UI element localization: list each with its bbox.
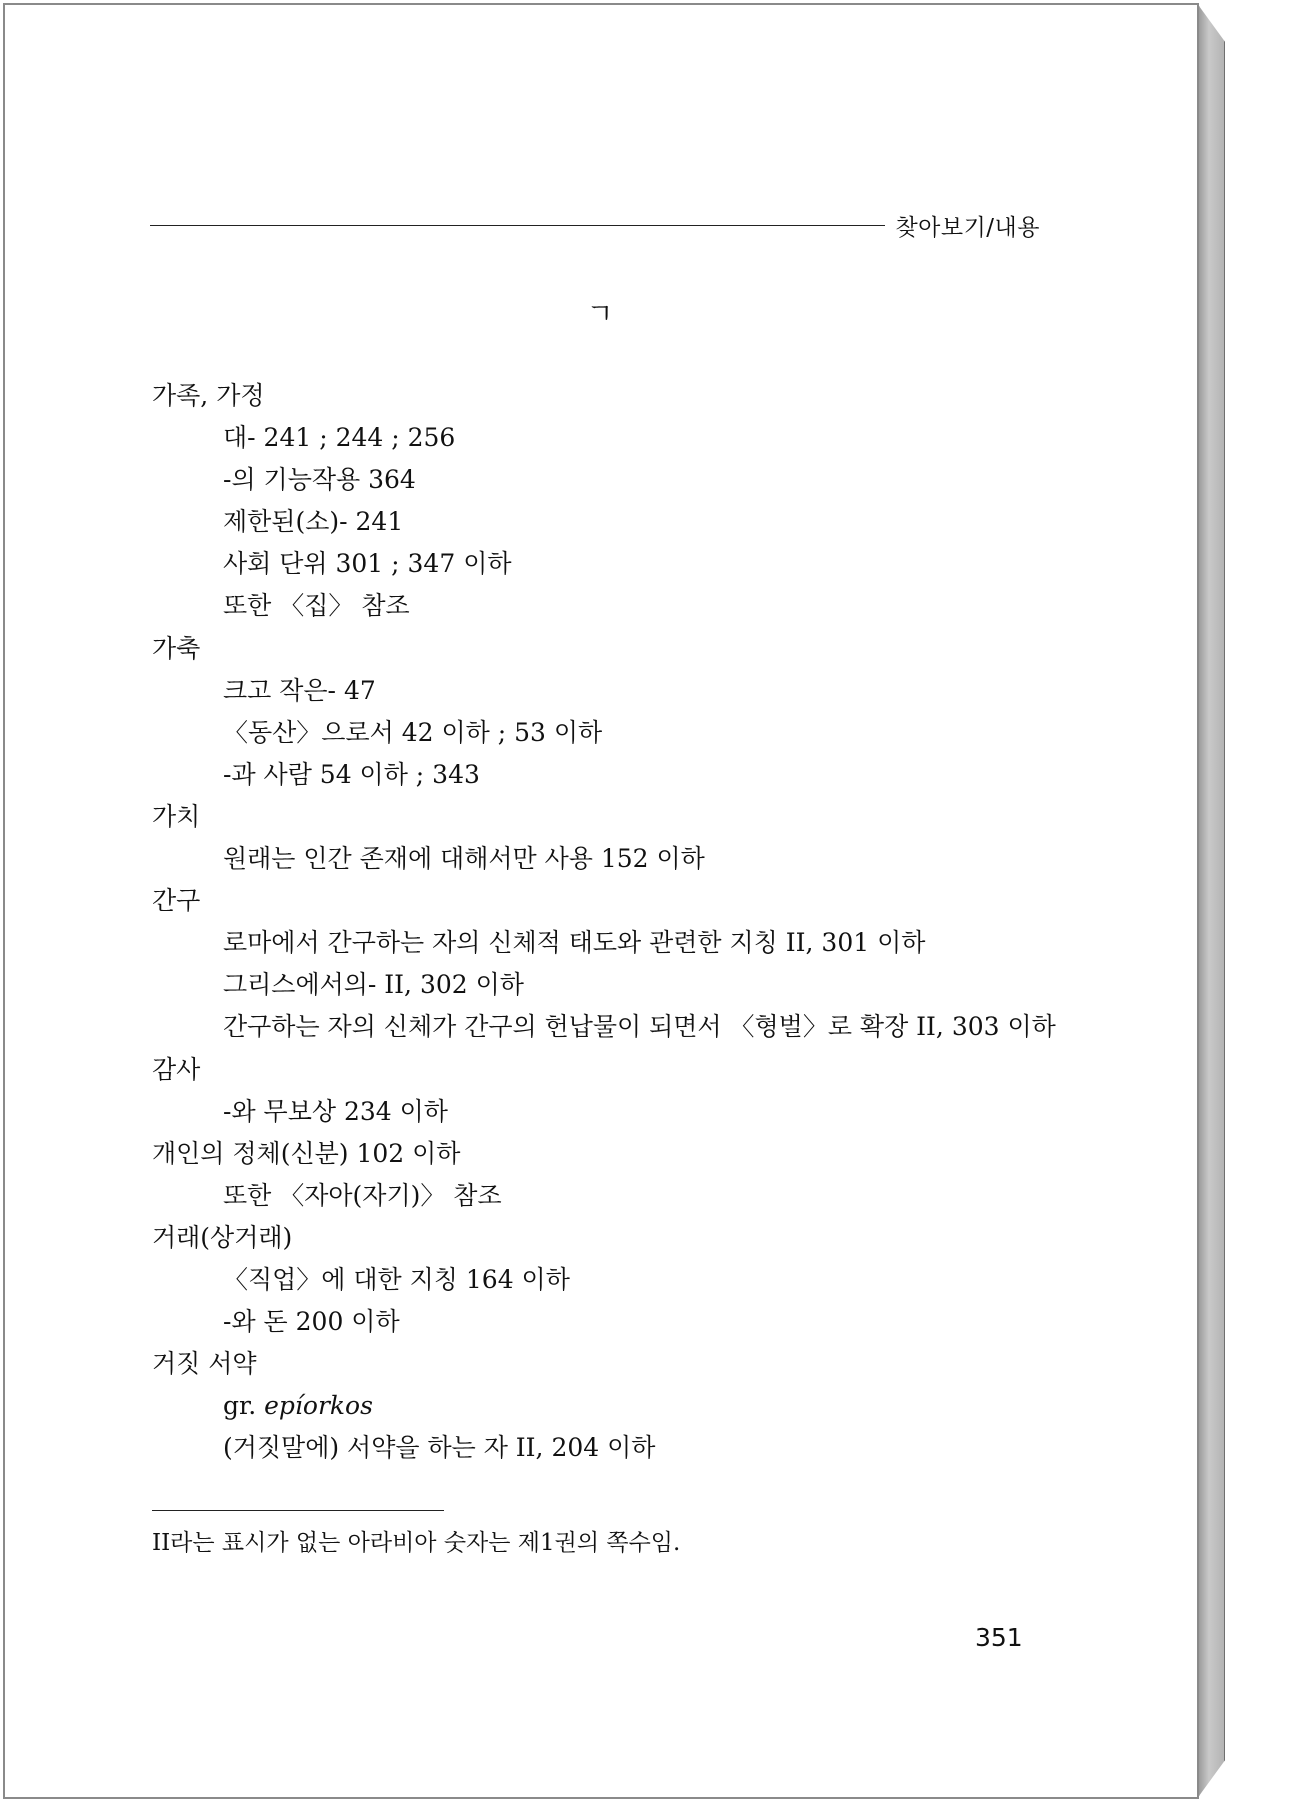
header-title: 찾아보기/내용 (895, 214, 1040, 241)
entry-text: 거짓 서약 (152, 1349, 257, 1379)
index-subentry (152, 585, 1052, 627)
index-entry (152, 1133, 1052, 1175)
index-subentry (152, 1091, 1052, 1133)
entry-text: 로마에서 간구하는 자의 신체적 태도와 관련한 지칭 II, 301 이하 (223, 928, 926, 958)
entry-text: -와 돈 200 이하 (223, 1307, 400, 1337)
index-subentry (152, 712, 1052, 754)
entry-text: 그리스에서의- II, 302 이하 (223, 970, 524, 1000)
index-entry (152, 1217, 1052, 1259)
entry-text: 원래는 인간 존재에 대해서만 사용 152 이하 (223, 844, 705, 874)
entry-text: 제한된(소)- 241 (223, 507, 404, 537)
running-header (150, 208, 1040, 242)
index-subentry (152, 1427, 1052, 1469)
entry-text: 가축 (152, 633, 201, 663)
index-entry (152, 375, 1052, 417)
section-letter: ㄱ (586, 297, 614, 330)
entry-text: 〈직업〉에 대한 지칭 164 이하 (223, 1264, 570, 1294)
index-subentry (152, 964, 1052, 1006)
index-subentry (152, 922, 1052, 964)
index-subentry (152, 838, 1052, 880)
entry-text: 가치 (152, 801, 201, 831)
entry-text: -과 사람 54 이하 ; 343 (223, 759, 480, 789)
index-subentry (152, 670, 1052, 712)
index-entry (152, 1343, 1052, 1385)
index-subentry (152, 754, 1052, 796)
entry-text: -와 무보상 234 이하 (223, 1096, 448, 1126)
entry-text: 크고 작은- 47 (223, 675, 376, 705)
index-subentry (152, 417, 1052, 459)
index-subentry (152, 543, 1052, 585)
index-entry (152, 796, 1052, 838)
entry-text: 간구하는 자의 신체가 간구의 헌납물이 되면서 〈형벌〉로 확장 II, 303 이하 (223, 1012, 1056, 1042)
entry-text: 간구 (152, 886, 201, 916)
entry-text: -의 기능작용 364 (223, 465, 416, 495)
entry-text: gr. (223, 1391, 265, 1421)
entry-text: 거래(상거래) (152, 1222, 293, 1252)
index-subentry (152, 459, 1052, 501)
index-list (152, 375, 1056, 1469)
index-subentry (152, 501, 1052, 543)
footnote: II라는 표시가 없는 아라비아 숫자는 제1권의 쪽수임. (152, 1530, 681, 1556)
entry-text: 감사 (152, 1054, 201, 1084)
index-entry (152, 628, 1052, 670)
entry-text: 개인의 정체(신분) 102 이하 (152, 1138, 461, 1168)
page-edge (1199, 6, 1225, 1796)
page-number: 351 (975, 1623, 1023, 1652)
entry-text: 대- 241 ; 244 ; 256 (223, 423, 456, 453)
footnote-rule (152, 1510, 444, 1511)
index-subentry (152, 1175, 1052, 1217)
index-subentry (152, 1385, 1052, 1427)
entry-text: 또한 〈자아(자기)〉 참조 (223, 1180, 502, 1210)
entry-text: 가족, 가정 (152, 381, 265, 410)
entry-italic-term: epíorkos (264, 1391, 373, 1421)
header-rule (150, 225, 885, 226)
index-subentry (152, 1259, 1052, 1301)
entry-text: 〈동산〉으로서 42 이하 ; 53 이하 (223, 717, 603, 747)
entry-text: (거짓말에) 서약을 하는 자 II, 204 이하 (223, 1433, 656, 1463)
entry-text: 사회 단위 301 ; 347 이하 (223, 549, 512, 579)
entry-text: 또한 〈집〉 참조 (223, 591, 410, 621)
index-subentry (152, 1006, 1056, 1048)
index-entry (152, 1049, 1052, 1091)
index-subentry (152, 1301, 1052, 1343)
index-entry (152, 880, 1052, 922)
